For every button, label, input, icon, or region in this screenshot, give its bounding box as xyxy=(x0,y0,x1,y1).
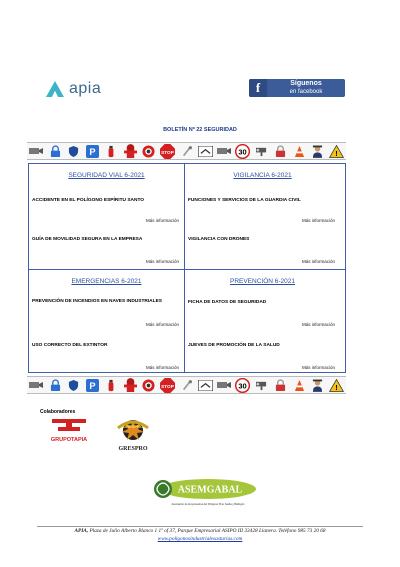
svg-text:!: ! xyxy=(335,148,338,158)
more-info-link[interactable]: Más información xyxy=(301,218,335,223)
footer-address xyxy=(0,528,400,534)
shield-icon xyxy=(65,377,84,393)
stop-sign-icon xyxy=(158,143,177,159)
footer-divider xyxy=(37,526,363,527)
section-title[interactable]: SEGURIDAD VIAL 6-2021 xyxy=(68,172,145,179)
article-title: PREVENCIÓN DE INCENDIOS EN NAVES INDUSTRIALES xyxy=(32,299,162,304)
stop-sign-icon xyxy=(158,377,177,393)
facebook-line1: Síguenos xyxy=(290,80,322,87)
grespro-text: GRESPRO xyxy=(118,446,148,452)
footer-org-name: APIA, xyxy=(74,528,89,534)
cone-icon xyxy=(290,143,309,159)
section-title[interactable]: VIGILANCIA 6-2021 xyxy=(233,172,292,179)
sign-icon xyxy=(196,377,215,393)
section-prevencion xyxy=(185,270,340,375)
footer-website-link[interactable]: www.poligonosindustrialesasturias.com xyxy=(157,536,243,542)
asemgabal-tagline: Asociación de Empresarios del Polígono Pino Sarda y Balbigón xyxy=(171,503,245,506)
grupotapia-text: GRUPOTAPIA xyxy=(50,437,88,443)
fire-hydrant-icon xyxy=(121,143,140,159)
more-info-link[interactable]: Más información xyxy=(145,365,179,370)
section-vigilancia xyxy=(185,164,340,269)
apia-logo[interactable] xyxy=(45,80,101,98)
guard-icon xyxy=(308,377,327,393)
speed-limit-icon xyxy=(233,143,252,159)
camera-icon xyxy=(215,377,234,393)
guard-icon xyxy=(308,143,327,159)
article-title: VIGILANCIA CON DRONES xyxy=(188,237,250,242)
camera-icon xyxy=(215,143,234,159)
alarm-bell-icon xyxy=(140,377,159,393)
warning-sign-icon xyxy=(327,143,346,159)
grespro-arc-text: GRESPRO xyxy=(122,424,144,429)
svg-text:!: ! xyxy=(335,382,338,392)
article-title: FICHA DE DATOS DE SEGURIDAD xyxy=(188,300,267,305)
tools-icon xyxy=(177,143,196,159)
grupotapia-logo[interactable] xyxy=(44,417,94,445)
icon-strip-top xyxy=(27,142,346,160)
more-info-link[interactable]: Más información xyxy=(145,322,179,327)
camera-icon xyxy=(27,377,46,393)
asemgabal-name: ASEMGABAL xyxy=(177,484,243,496)
more-info-link[interactable]: Más información xyxy=(301,259,335,264)
bulletin-title: BOLETÍN Nº 22 SEGURIDAD xyxy=(163,127,237,133)
shield-icon xyxy=(65,143,84,159)
apia-logo-icon xyxy=(45,80,65,98)
svg-text:STOP: STOP xyxy=(161,149,175,155)
svg-text:30: 30 xyxy=(238,146,247,156)
facebook-follow-button[interactable] xyxy=(249,79,345,97)
camera-icon xyxy=(27,143,46,159)
article-title: GUÍA DE MOVILIDAD SEGURA EN LA EMPRESA xyxy=(32,237,143,242)
article-title: ACCIDENTE EN EL POLÍGONO ESPÍRITU SANTO xyxy=(32,198,145,203)
apia-logo-text: apia xyxy=(69,80,102,97)
collaborators-label: Colaboradores xyxy=(40,409,76,415)
parking-icon xyxy=(83,377,102,393)
article-title: USO CORRECTO DEL EXTINTOR xyxy=(32,343,108,348)
more-info-link[interactable]: Más información xyxy=(145,259,179,264)
sections-grid xyxy=(28,163,346,373)
asemgabal-logo[interactable] xyxy=(150,478,258,512)
more-info-link[interactable]: Más información xyxy=(301,365,335,370)
fire-extinguisher-icon xyxy=(102,377,121,393)
section-seguridad-vial xyxy=(29,164,184,269)
facebook-icon: f xyxy=(249,79,267,97)
warning-sign-icon xyxy=(327,377,346,393)
grespro-logo[interactable] xyxy=(112,414,154,454)
parking-icon xyxy=(83,143,102,159)
svg-text:30: 30 xyxy=(238,380,247,390)
lock-icon xyxy=(46,377,65,393)
cctv-icon xyxy=(252,143,271,159)
fire-hydrant-icon xyxy=(121,377,140,393)
cctv-icon xyxy=(252,377,271,393)
lock-icon xyxy=(46,143,65,159)
more-info-link[interactable]: Más información xyxy=(301,322,335,327)
speed-limit-icon xyxy=(233,377,252,393)
fire-extinguisher-icon xyxy=(102,143,121,159)
article-title: JUEVES DE PROMOCIÓN DE LA SALUD xyxy=(188,343,280,348)
facebook-line2: en facebook xyxy=(289,89,323,95)
alarm-bell-icon xyxy=(140,143,159,159)
tools-icon xyxy=(177,377,196,393)
more-info-link[interactable]: Más información xyxy=(145,218,179,223)
padlock-icon xyxy=(271,143,290,159)
icon-strip-bottom xyxy=(27,376,346,394)
svg-text:P: P xyxy=(89,380,96,391)
svg-text:STOP: STOP xyxy=(161,383,175,389)
section-title[interactable]: PREVENCIÓN 6-2021 xyxy=(229,278,296,285)
section-emergencias xyxy=(29,270,184,375)
article-title: FUNCIONES Y SERVICIOS DE LA GUARDIA CIVIL xyxy=(188,198,301,203)
sign-icon xyxy=(196,143,215,159)
section-title[interactable]: EMERGENCIAS 6-2021 xyxy=(71,278,142,285)
cone-icon xyxy=(290,377,309,393)
padlock-icon xyxy=(271,377,290,393)
svg-text:P: P xyxy=(89,146,96,157)
footer-address-text: Plaza de Julio Alberto Blanco 1 1º of 37, Parque Empresarial ASIPO III 33428 Llanera. Teléfono 985 73 20 68 xyxy=(88,528,326,534)
